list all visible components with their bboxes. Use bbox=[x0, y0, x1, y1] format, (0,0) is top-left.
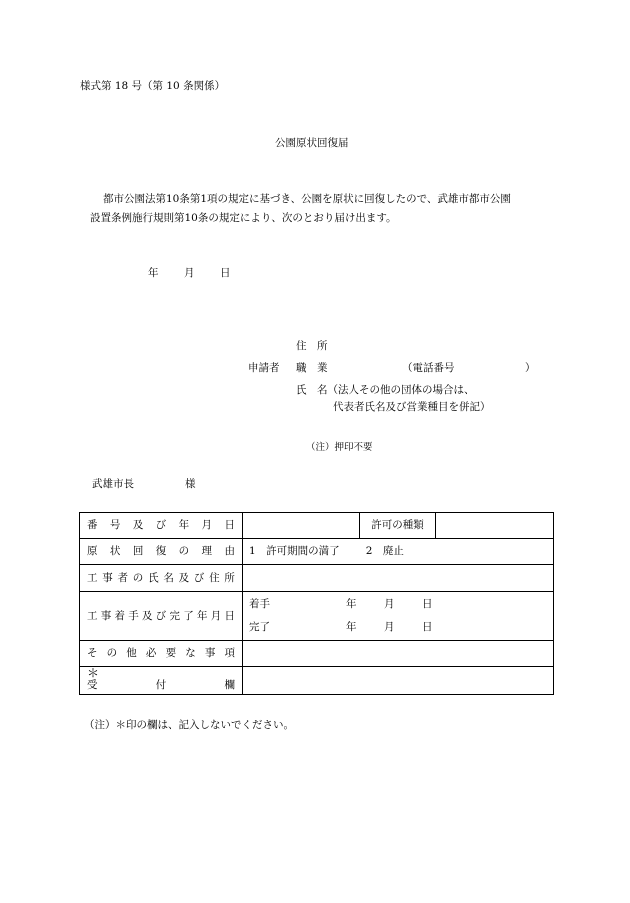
reason-option-expiry: 1 許可期間の満了 bbox=[249, 545, 340, 558]
label-char: 者 bbox=[117, 571, 129, 584]
label-char: 年 bbox=[178, 519, 190, 532]
body-text-line-2: 設置条例施行規則第10条の規定により、次のとおり届け出ます。 bbox=[90, 212, 397, 224]
spread-label bbox=[87, 545, 235, 558]
end-year: 年 bbox=[346, 621, 357, 634]
application-table bbox=[79, 512, 554, 695]
label-char: 由 bbox=[224, 545, 235, 558]
label-char: び bbox=[155, 519, 167, 532]
label-char: 名 bbox=[163, 571, 174, 584]
label-char: 工 bbox=[87, 609, 98, 622]
label-char: 及 bbox=[142, 609, 153, 622]
start-label: 着手 bbox=[249, 598, 270, 611]
label-char: 項 bbox=[224, 647, 235, 660]
start-date-line bbox=[249, 593, 553, 616]
label-char: 及 bbox=[132, 519, 144, 532]
label-char: の bbox=[178, 545, 190, 558]
body-text-line-1: 都市公園法第10条第1項の規定に基づき、公園を原状に回復したので、武雄市都市公園 bbox=[103, 193, 511, 205]
label-char: 日 bbox=[224, 519, 235, 532]
row-label-other bbox=[80, 641, 243, 667]
name-label: 氏 名（法人その他の団体の場合は、 bbox=[296, 384, 475, 396]
footer-note: （注）＊印の欄は、記入しないでください。 bbox=[84, 719, 294, 731]
form-title: 公園原状回復届 bbox=[275, 137, 349, 149]
table-row-contractor bbox=[80, 565, 554, 592]
spread-label bbox=[87, 572, 235, 585]
date-year-label: 年 bbox=[148, 267, 159, 279]
number-date-field[interactable] bbox=[243, 513, 360, 539]
table-row-reception bbox=[80, 667, 554, 695]
label-char: 理 bbox=[201, 545, 213, 558]
occupation-label: 職 業 bbox=[296, 362, 328, 374]
seal-note: （注）押印不要 bbox=[306, 442, 373, 453]
row-label-contractor bbox=[80, 565, 243, 592]
label-char: 日 bbox=[224, 609, 235, 622]
table-row-other bbox=[80, 641, 554, 667]
reason-field[interactable] bbox=[243, 539, 554, 565]
addressee-name: 武雄市長 bbox=[92, 478, 134, 490]
label-char: び bbox=[193, 571, 205, 584]
end-date-line bbox=[249, 616, 553, 639]
phone-label: （電話番号 bbox=[402, 362, 455, 374]
label-char: 月 bbox=[210, 609, 222, 622]
applicant-label: 申請者 bbox=[248, 362, 280, 374]
spread-label bbox=[87, 647, 235, 660]
row-label-reason bbox=[80, 539, 243, 565]
addressee-honorific: 様 bbox=[185, 478, 196, 490]
label-char: 付 bbox=[155, 679, 167, 691]
start-month: 月 bbox=[384, 598, 395, 611]
row-label-reception bbox=[80, 667, 243, 695]
label-char: の bbox=[132, 571, 144, 584]
row-label-number-date bbox=[80, 513, 243, 539]
reception-mark: ＊ bbox=[87, 666, 100, 680]
label-char: 及 bbox=[178, 571, 190, 584]
permit-type-field[interactable] bbox=[436, 513, 554, 539]
form-number: 様式第 18 号（第 10 条関係） bbox=[80, 80, 226, 92]
label-char: 事 bbox=[100, 609, 112, 622]
label-char: 年 bbox=[197, 609, 208, 622]
reason-option-abolition: 2 廃止 bbox=[365, 545, 404, 558]
contractor-field[interactable] bbox=[243, 565, 554, 592]
date-day-label: 日 bbox=[220, 267, 231, 279]
phone-close-paren: ） bbox=[525, 362, 536, 374]
address-label: 住 所 bbox=[296, 340, 328, 352]
label-char: 原 bbox=[87, 545, 98, 558]
name-note: 代表者氏名及び営業種目を併記） bbox=[333, 401, 491, 413]
label-char: 他 bbox=[126, 647, 137, 660]
table-row-construction-dates bbox=[80, 592, 554, 641]
end-label: 完了 bbox=[249, 621, 270, 634]
label-char: 月 bbox=[201, 519, 213, 532]
label-char: 住 bbox=[209, 571, 220, 584]
label-char: 要 bbox=[165, 647, 177, 660]
label-char: 回 bbox=[132, 545, 144, 558]
label-char: 了 bbox=[183, 609, 194, 622]
end-month: 月 bbox=[384, 621, 395, 634]
spread-label bbox=[87, 519, 235, 532]
label-char: 着 bbox=[114, 609, 125, 622]
spread-label bbox=[87, 610, 235, 623]
label-char: そ bbox=[87, 647, 98, 660]
label-char: 復 bbox=[155, 545, 167, 558]
other-field[interactable] bbox=[243, 641, 554, 667]
label-char: 事 bbox=[102, 571, 113, 584]
label-char: 状 bbox=[109, 545, 121, 558]
label-char: 完 bbox=[169, 609, 180, 622]
construction-dates-field[interactable] bbox=[243, 592, 554, 641]
label-char: 欄 bbox=[224, 679, 235, 691]
label-char: 必 bbox=[145, 647, 157, 660]
end-day: 日 bbox=[422, 621, 433, 634]
row-label-construction-dates bbox=[80, 592, 243, 641]
label-char: 事 bbox=[204, 647, 216, 660]
label-char: 工 bbox=[87, 571, 98, 584]
label-char: の bbox=[106, 647, 118, 660]
start-year: 年 bbox=[346, 598, 357, 611]
table-row-reason bbox=[80, 539, 554, 565]
label-char: 手 bbox=[128, 609, 139, 622]
spread-label bbox=[87, 679, 235, 692]
label-char: 氏 bbox=[148, 571, 159, 584]
label-char: 所 bbox=[224, 571, 235, 584]
label-char: 号 bbox=[109, 519, 121, 532]
label-char: 受 bbox=[87, 679, 98, 691]
permit-type-label: 許可の種類 bbox=[360, 513, 436, 539]
reception-field bbox=[243, 667, 554, 695]
table-row-number-date bbox=[80, 513, 554, 539]
date-month-label: 月 bbox=[184, 267, 195, 279]
label-char: 番 bbox=[87, 519, 98, 532]
start-day: 日 bbox=[422, 598, 433, 611]
label-char: び bbox=[155, 609, 167, 622]
label-char: な bbox=[185, 647, 196, 660]
